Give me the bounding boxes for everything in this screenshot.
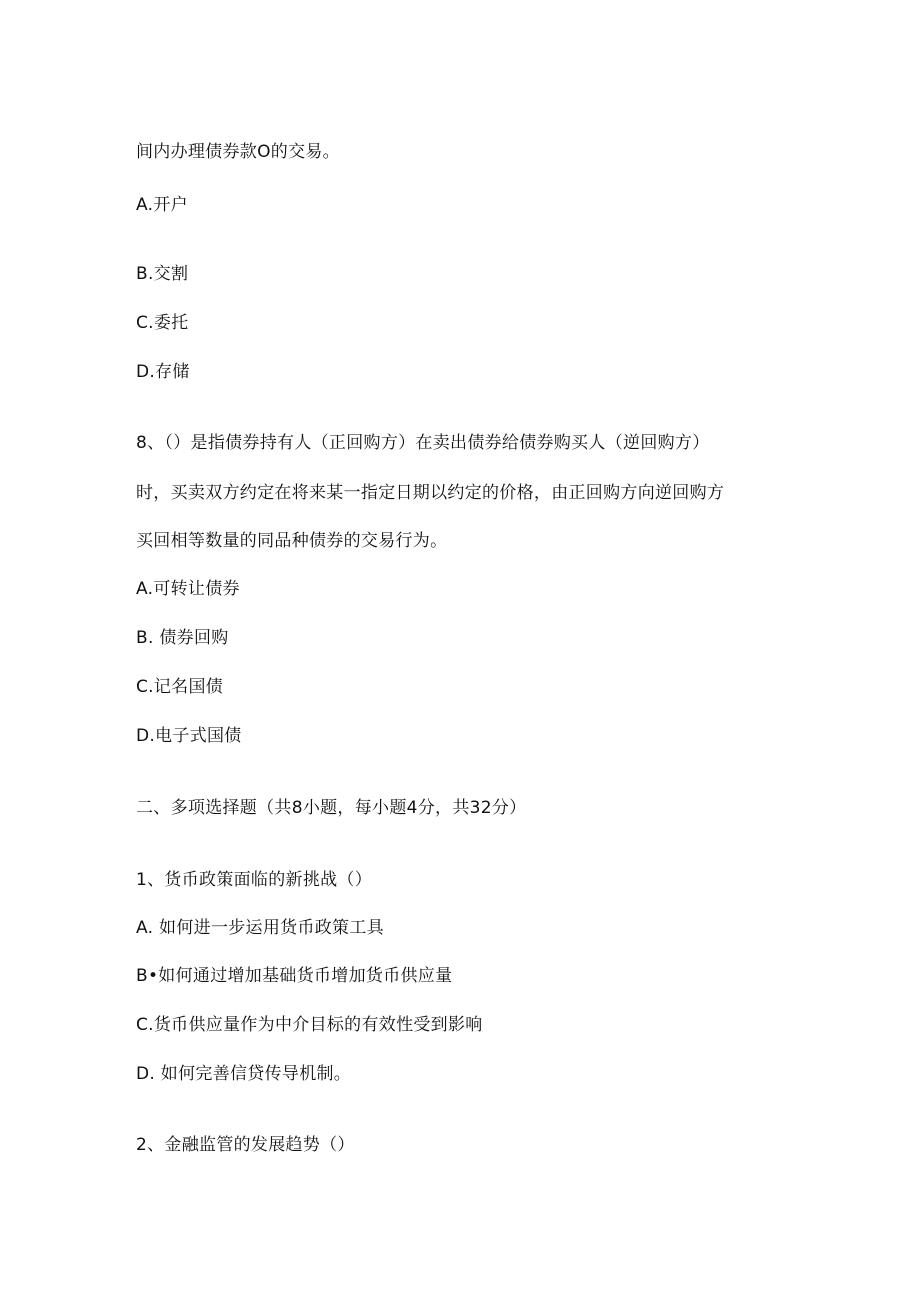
question-7-option-a: A.开户	[136, 195, 188, 215]
mc-question-1-stem: 1、货币政策面临的新挑战（）	[136, 870, 373, 890]
question-8-option-b: B. 债券回购	[136, 628, 229, 648]
mc-question-2-stem: 2、金融监管的发展趋势（）	[136, 1135, 355, 1155]
question-8-option-c: C.记名国债	[136, 677, 224, 697]
question-7-stem-end: 间内办理债券款O的交易。	[136, 142, 340, 162]
question-8-stem-line-3: 买回相等数量的同品种债券的交易行为。	[136, 531, 448, 551]
question-7-option-b: B.交割	[136, 264, 189, 284]
question-8-stem-line-2: 时，买卖双方约定在将来某一指定日期以约定的价格，由正回购方向逆回购方	[136, 483, 725, 503]
mc-question-1-option-d: D. 如何完善信贷传导机制。	[136, 1064, 352, 1084]
mc-question-1-option-c: C.货币供应量作为中介目标的有效性受到影响	[136, 1015, 483, 1035]
question-8-option-d: D.电子式国债	[136, 726, 242, 746]
mc-question-1-option-b: B•如何通过增加基础货币增加货币供应量	[136, 966, 453, 986]
question-7-option-c: C.委托	[136, 313, 189, 333]
mc-question-1-option-a: A. 如何进一步运用货币政策工具	[136, 918, 384, 938]
question-8-option-a: A.可转让债券	[136, 579, 240, 599]
question-7-option-d: D.存储	[136, 362, 190, 382]
question-8-stem-line-1: 8、（）是指债券持有人（正回购方）在卖出债券给债券购买人（逆回购方）	[136, 433, 710, 453]
section-2-heading: 二、多项选择题（共8小题，每小题4分，共32分）	[136, 798, 527, 818]
